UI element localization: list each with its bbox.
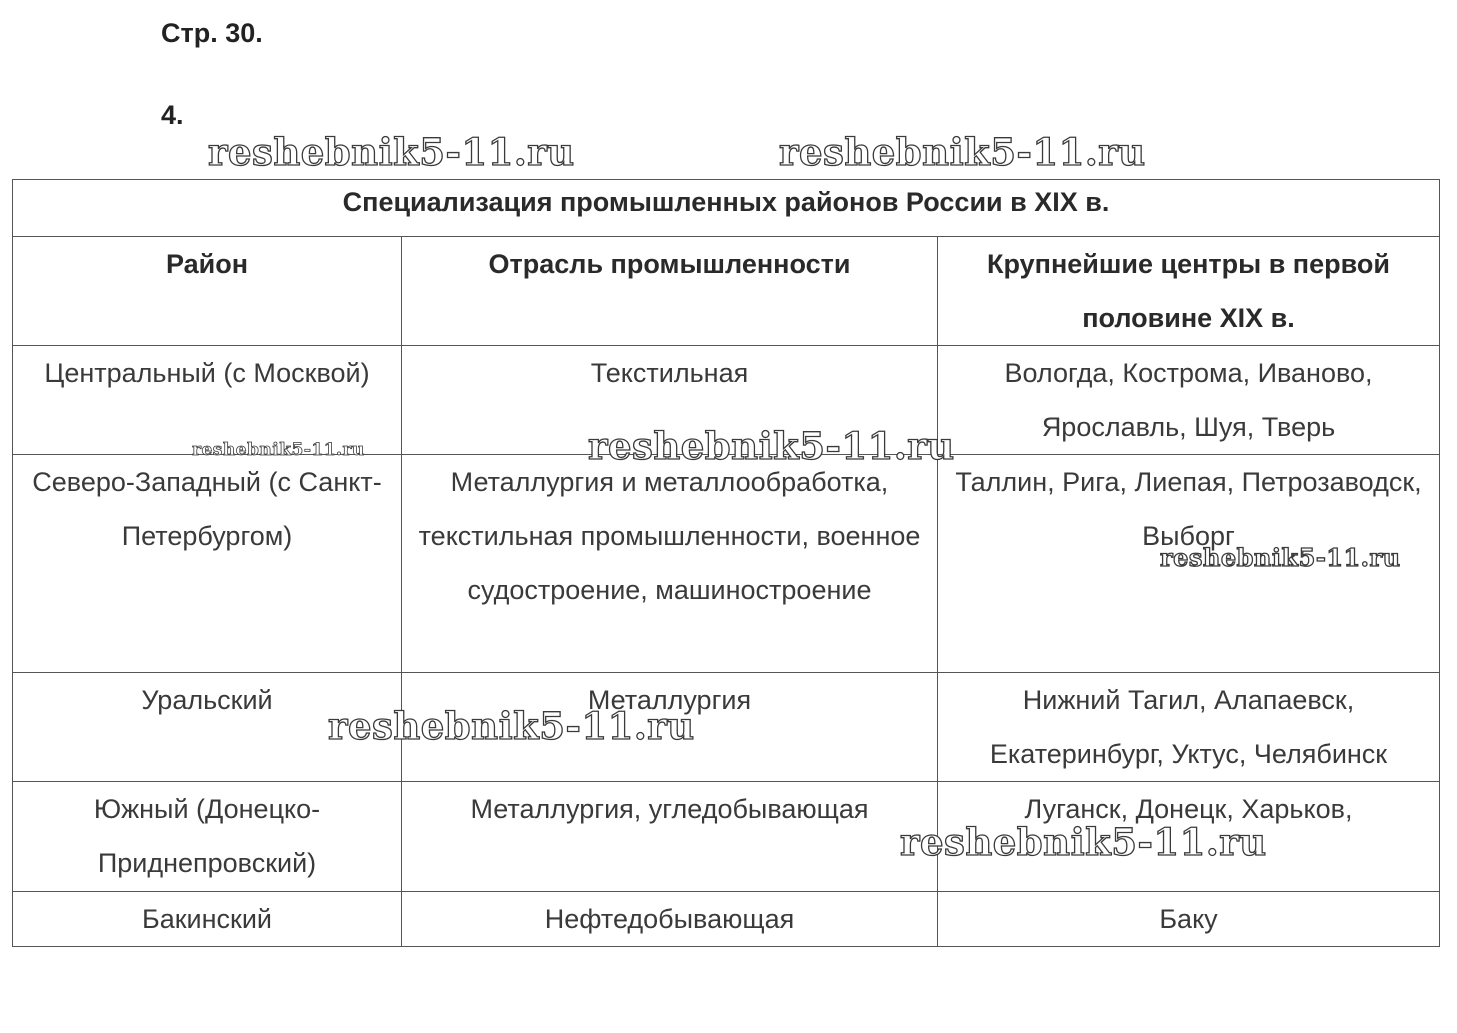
cell-district: Северо-Западный (с Санкт-Петербургом) — [13, 455, 402, 673]
cell-district: Южный (Донецко-Приднепровский) — [13, 782, 402, 892]
cell-centers: Луганск, Донецк, Харьков, — [938, 782, 1440, 892]
table-caption: Специализация промышленных районов России в XIX в. — [13, 180, 1440, 237]
page-reference: Стр. 30. — [161, 18, 263, 48]
cell-centers: Вологда, Кострома, Иваново, Ярославль, Шуя, Тверь — [938, 346, 1440, 455]
watermark: reshebnik5-11.ru — [1160, 543, 1401, 572]
watermark: reshebnik5-11.ru — [779, 130, 1146, 174]
cell-centers: Таллин, Рига, Лиепая, Петрозаводск, Выборг — [938, 455, 1440, 673]
header-centers: Крупнейшие центры в первой половине XIX в. — [938, 237, 1440, 346]
cell-industry: Металлургия и металлообработка, текстильная промышленности, военное судостроение, машиностроение — [402, 455, 938, 673]
table-header-row — [13, 237, 1440, 346]
cell-industry: Нефтедобывающая — [402, 892, 938, 947]
task-number: 4. — [161, 100, 184, 130]
cell-district: Центральный (с Москвой) — [13, 346, 402, 455]
watermark: reshebnik5-11.ru — [900, 820, 1267, 864]
table-row — [13, 892, 1440, 947]
table-row — [13, 673, 1440, 782]
cell-centers: Нижний Тагил, Алапаевск, Екатеринбург, Уктус, Челябинск — [938, 673, 1440, 782]
watermark: reshebnik5-11.ru — [208, 130, 575, 174]
cell-district: Уральский — [13, 673, 402, 782]
header-industry: Отрасль промышленности — [402, 237, 938, 346]
cell-district: Бакинский — [13, 892, 402, 947]
cell-industry: Металлургия, угледобывающая — [402, 782, 938, 892]
cell-industry: Металлургия — [402, 673, 938, 782]
watermark: reshebnik5-11.ru — [588, 424, 955, 468]
cell-industry: Текстильная — [402, 346, 938, 455]
watermark: reshebnik5-11.ru — [192, 440, 365, 460]
watermark: reshebnik5-11.ru — [328, 704, 695, 748]
cell-centers: Баку — [938, 892, 1440, 947]
header-district: Район — [13, 237, 402, 346]
